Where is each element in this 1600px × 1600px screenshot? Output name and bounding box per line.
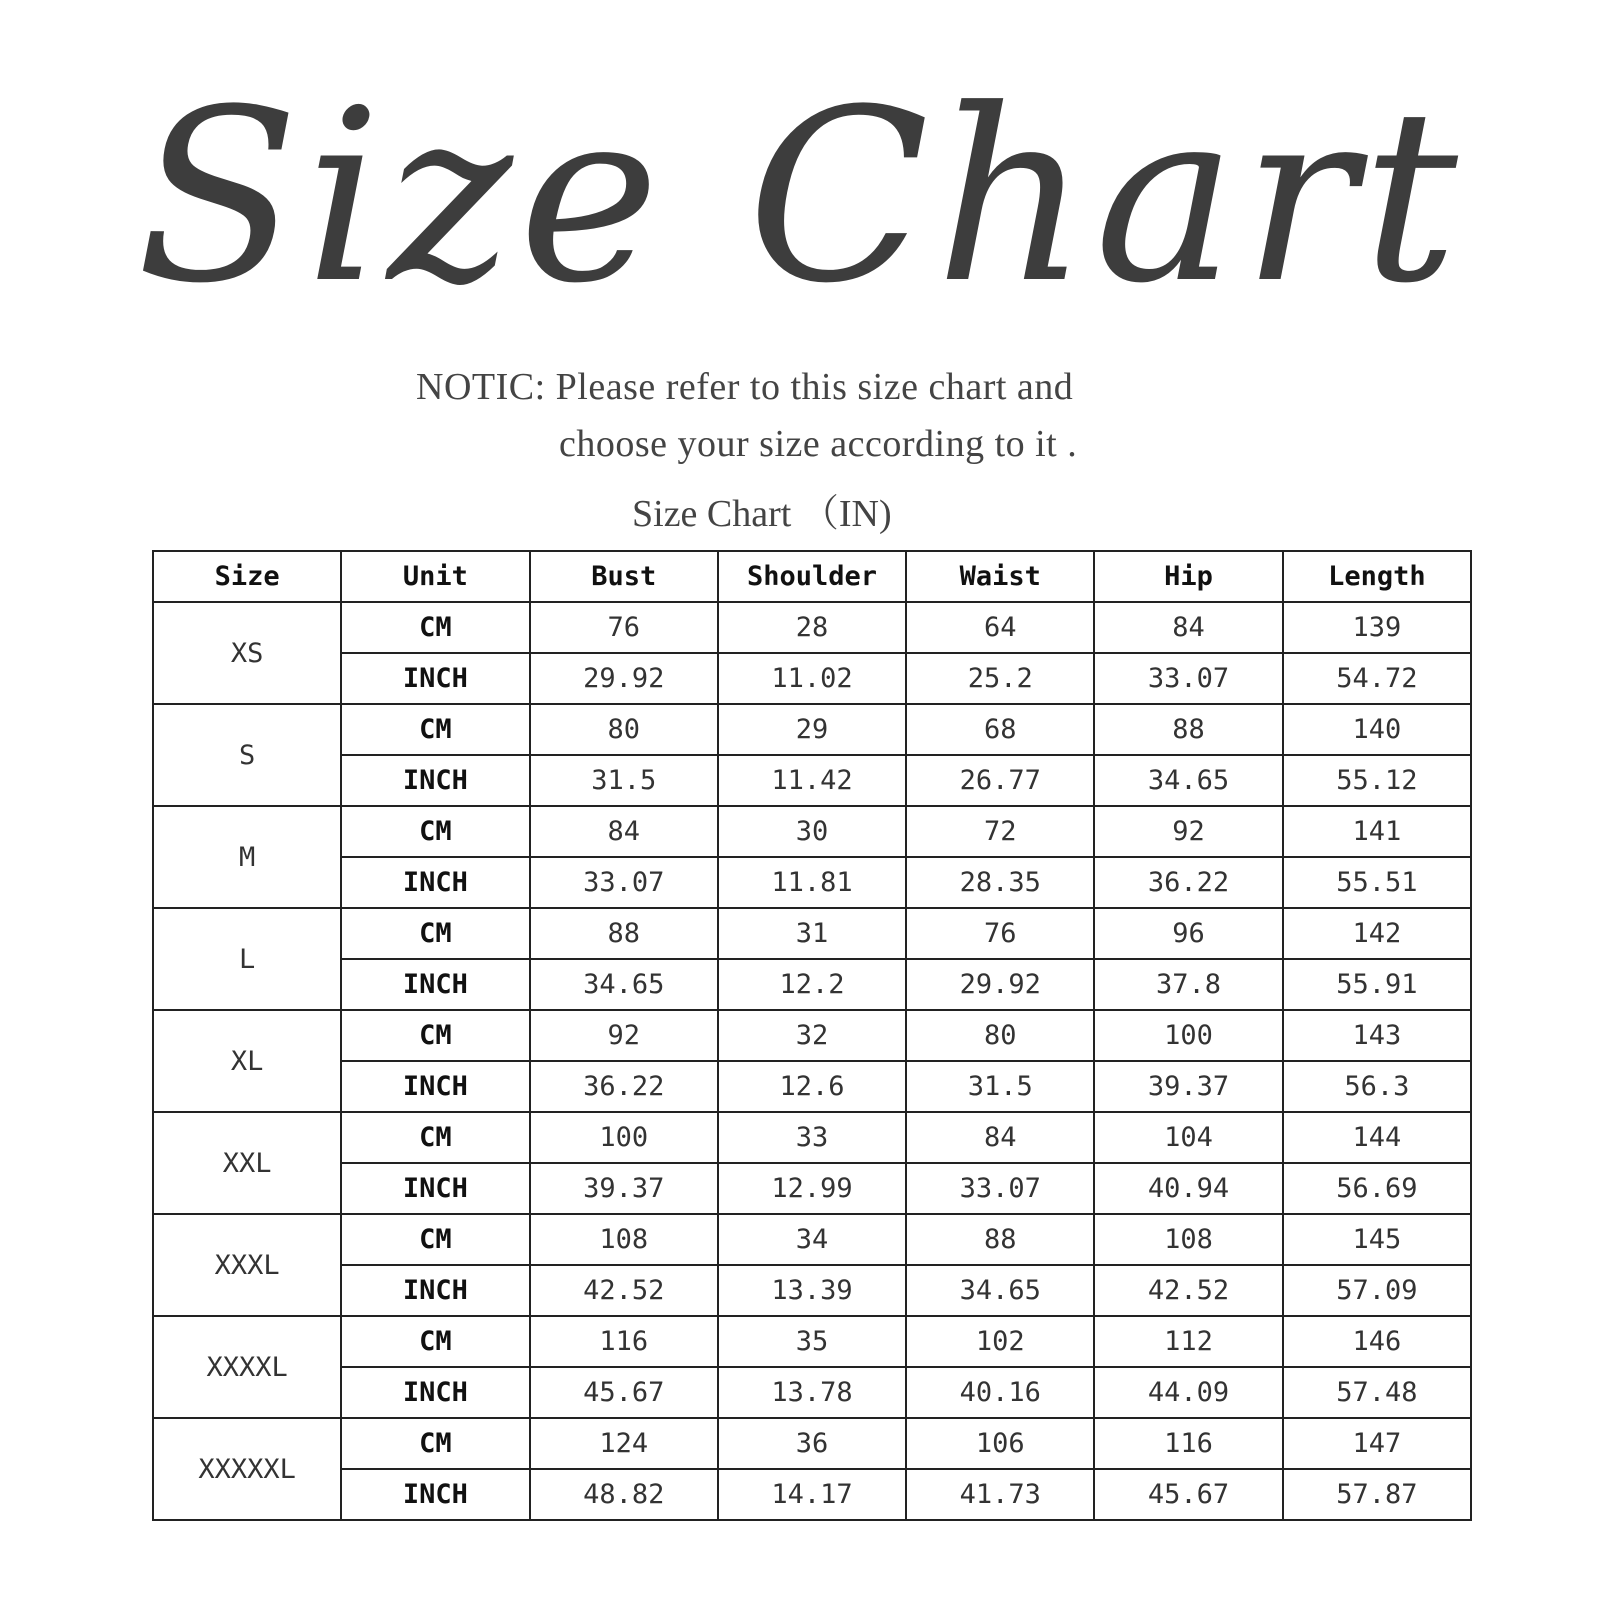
size-cell: XXXXL [153, 1316, 341, 1418]
table-row [153, 653, 1471, 704]
value-cell: 31.5 [530, 755, 718, 806]
unit-cell: CM [341, 1214, 529, 1265]
value-cell: 57.09 [1283, 1265, 1471, 1316]
value-cell: 12.2 [718, 959, 906, 1010]
value-cell: 108 [1094, 1214, 1282, 1265]
value-cell: 72 [906, 806, 1094, 857]
value-cell: 56.3 [1283, 1061, 1471, 1112]
table-header [153, 551, 1471, 602]
value-cell: 116 [530, 1316, 718, 1367]
value-cell: 39.37 [530, 1163, 718, 1214]
value-cell: 55.51 [1283, 857, 1471, 908]
size-cell: M [153, 806, 341, 908]
value-cell: 76 [906, 908, 1094, 959]
value-cell: 40.94 [1094, 1163, 1282, 1214]
value-cell: 35 [718, 1316, 906, 1367]
value-cell: 29.92 [906, 959, 1094, 1010]
value-cell: 32 [718, 1010, 906, 1061]
value-cell: 36.22 [530, 1061, 718, 1112]
value-cell: 45.67 [1094, 1469, 1282, 1520]
value-cell: 26.77 [906, 755, 1094, 806]
value-cell: 100 [1094, 1010, 1282, 1061]
value-cell: 25.2 [906, 653, 1094, 704]
value-cell: 33.07 [530, 857, 718, 908]
value-cell: 141 [1283, 806, 1471, 857]
notice-line-1: NOTIC: Please refer to this size chart and [416, 366, 1074, 408]
header-shoulder: Shoulder [718, 551, 906, 602]
table-row [153, 1214, 1471, 1265]
value-cell: 100 [530, 1112, 718, 1163]
value-cell: 140 [1283, 704, 1471, 755]
size-cell: XL [153, 1010, 341, 1112]
value-cell: 31 [718, 908, 906, 959]
value-cell: 28.35 [906, 857, 1094, 908]
value-cell: 54.72 [1283, 653, 1471, 704]
unit-cell: INCH [341, 1163, 529, 1214]
table-row [153, 1010, 1471, 1061]
header-length: Length [1283, 551, 1471, 602]
value-cell: 84 [906, 1112, 1094, 1163]
table-row [153, 1316, 1471, 1367]
page-title: Size Chart [136, 59, 1464, 336]
table-row [153, 908, 1471, 959]
value-cell: 48.82 [530, 1469, 718, 1520]
table-row [153, 1265, 1471, 1316]
value-cell: 145 [1283, 1214, 1471, 1265]
value-cell: 11.02 [718, 653, 906, 704]
value-cell: 37.8 [1094, 959, 1282, 1010]
value-cell: 11.81 [718, 857, 906, 908]
value-cell: 36.22 [1094, 857, 1282, 908]
size-cell: XXL [153, 1112, 341, 1214]
size-cell: S [153, 704, 341, 806]
table-subtitle: Size Chart （IN) [632, 493, 892, 535]
value-cell: 34.65 [906, 1265, 1094, 1316]
table-row [153, 755, 1471, 806]
value-cell: 12.6 [718, 1061, 906, 1112]
value-cell: 104 [1094, 1112, 1282, 1163]
table-row [153, 704, 1471, 755]
table-row [153, 959, 1471, 1010]
value-cell: 41.73 [906, 1469, 1094, 1520]
value-cell: 13.39 [718, 1265, 906, 1316]
value-cell: 11.42 [718, 755, 906, 806]
value-cell: 40.16 [906, 1367, 1094, 1418]
unit-cell: INCH [341, 755, 529, 806]
value-cell: 34 [718, 1214, 906, 1265]
value-cell: 30 [718, 806, 906, 857]
value-cell: 102 [906, 1316, 1094, 1367]
value-cell: 36 [718, 1418, 906, 1469]
unit-cell: CM [341, 1010, 529, 1061]
table-row [153, 602, 1471, 653]
value-cell: 88 [906, 1214, 1094, 1265]
unit-cell: INCH [341, 1265, 529, 1316]
unit-cell: CM [341, 1112, 529, 1163]
value-cell: 92 [530, 1010, 718, 1061]
table-row [153, 1112, 1471, 1163]
value-cell: 142 [1283, 908, 1471, 959]
unit-cell: CM [341, 704, 529, 755]
value-cell: 42.52 [530, 1265, 718, 1316]
size-cell: XXXXXL [153, 1418, 341, 1520]
value-cell: 44.09 [1094, 1367, 1282, 1418]
value-cell: 42.52 [1094, 1265, 1282, 1316]
value-cell: 80 [906, 1010, 1094, 1061]
size-cell: XXXL [153, 1214, 341, 1316]
value-cell: 34.65 [530, 959, 718, 1010]
header-waist: Waist [906, 551, 1094, 602]
value-cell: 92 [1094, 806, 1282, 857]
value-cell: 112 [1094, 1316, 1282, 1367]
value-cell: 96 [1094, 908, 1282, 959]
value-cell: 57.48 [1283, 1367, 1471, 1418]
value-cell: 84 [530, 806, 718, 857]
table-row [153, 1418, 1471, 1469]
value-cell: 146 [1283, 1316, 1471, 1367]
value-cell: 57.87 [1283, 1469, 1471, 1520]
value-cell: 80 [530, 704, 718, 755]
unit-cell: CM [341, 1418, 529, 1469]
value-cell: 29 [718, 704, 906, 755]
size-cell: L [153, 908, 341, 1010]
value-cell: 55.12 [1283, 755, 1471, 806]
size-chart-table [152, 550, 1472, 1521]
table-row [153, 1469, 1471, 1520]
table-row [153, 1163, 1471, 1214]
table-row [153, 857, 1471, 908]
value-cell: 88 [530, 908, 718, 959]
table-row [153, 806, 1471, 857]
unit-cell: CM [341, 908, 529, 959]
unit-cell: INCH [341, 1469, 529, 1520]
table-body [153, 602, 1471, 1520]
value-cell: 68 [906, 704, 1094, 755]
unit-cell: INCH [341, 1367, 529, 1418]
unit-cell: CM [341, 1316, 529, 1367]
unit-cell: INCH [341, 653, 529, 704]
value-cell: 33 [718, 1112, 906, 1163]
header-size: Size [153, 551, 341, 602]
value-cell: 29.92 [530, 653, 718, 704]
value-cell: 84 [1094, 602, 1282, 653]
value-cell: 55.91 [1283, 959, 1471, 1010]
unit-cell: INCH [341, 959, 529, 1010]
table-row [153, 1061, 1471, 1112]
value-cell: 64 [906, 602, 1094, 653]
value-cell: 88 [1094, 704, 1282, 755]
unit-cell: INCH [341, 1061, 529, 1112]
value-cell: 28 [718, 602, 906, 653]
notice-line-2: choose your size according to it . [559, 423, 1078, 465]
value-cell: 124 [530, 1418, 718, 1469]
value-cell: 12.99 [718, 1163, 906, 1214]
header-row [153, 551, 1471, 602]
value-cell: 139 [1283, 602, 1471, 653]
value-cell: 144 [1283, 1112, 1471, 1163]
value-cell: 33.07 [906, 1163, 1094, 1214]
table-row [153, 1367, 1471, 1418]
header-unit: Unit [341, 551, 529, 602]
header-hip: Hip [1094, 551, 1282, 602]
value-cell: 76 [530, 602, 718, 653]
value-cell: 56.69 [1283, 1163, 1471, 1214]
unit-cell: INCH [341, 857, 529, 908]
size-cell: XS [153, 602, 341, 704]
unit-cell: CM [341, 806, 529, 857]
value-cell: 106 [906, 1418, 1094, 1469]
value-cell: 39.37 [1094, 1061, 1282, 1112]
value-cell: 34.65 [1094, 755, 1282, 806]
value-cell: 31.5 [906, 1061, 1094, 1112]
value-cell: 143 [1283, 1010, 1471, 1061]
value-cell: 45.67 [530, 1367, 718, 1418]
value-cell: 33.07 [1094, 653, 1282, 704]
header-bust: Bust [530, 551, 718, 602]
value-cell: 147 [1283, 1418, 1471, 1469]
value-cell: 14.17 [718, 1469, 906, 1520]
value-cell: 116 [1094, 1418, 1282, 1469]
unit-cell: CM [341, 602, 529, 653]
value-cell: 13.78 [718, 1367, 906, 1418]
value-cell: 108 [530, 1214, 718, 1265]
